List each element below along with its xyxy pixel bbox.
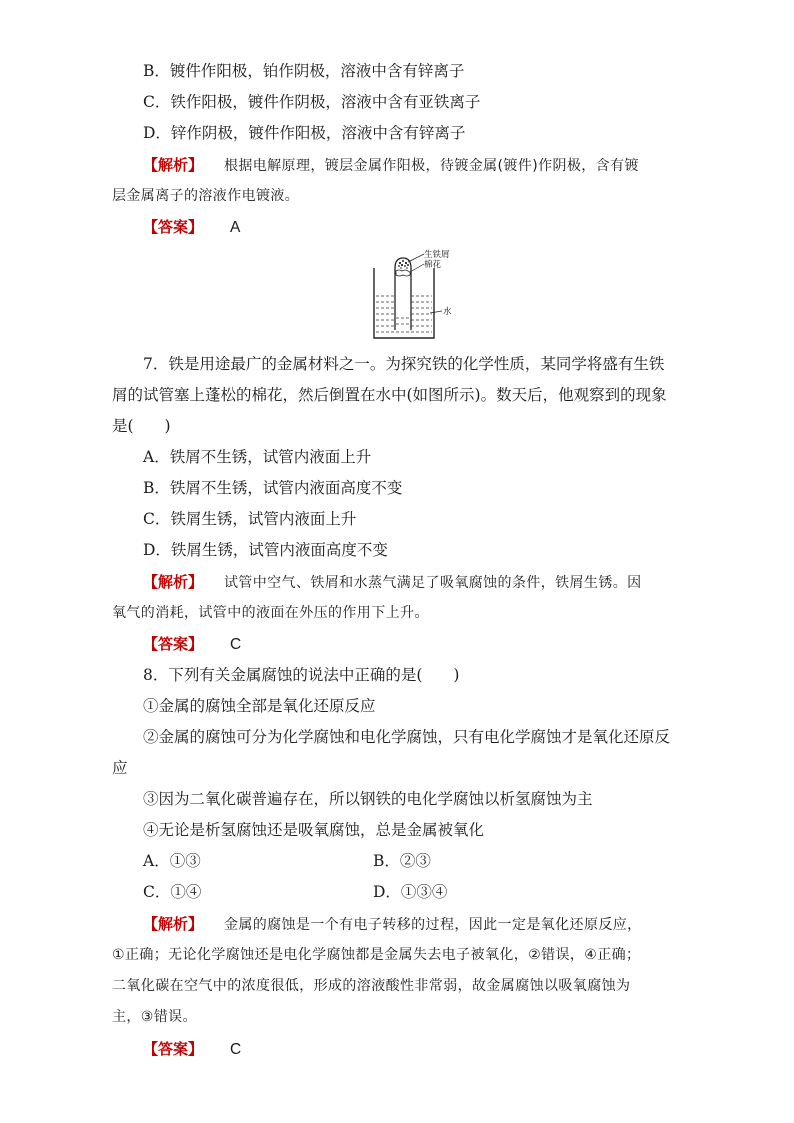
q8-option-a: A．①③ — [143, 852, 201, 870]
q7-option-b: B．铁屑不生锈，试管内液面高度不变 — [143, 479, 403, 497]
q7-analysis-line-2: 氧气的消耗，试管中的液面在外压的作用下上升。 — [112, 605, 429, 621]
q8-option-d: D．①③④ — [373, 883, 448, 901]
label-iron-filings: 生铁屑 — [424, 250, 450, 260]
answer-tag: 【答案】 — [143, 218, 204, 236]
experiment-figure — [362, 248, 462, 344]
analysis-text: 试管中空气、铁屑和水蒸气满足了吸氧腐蚀的条件，铁屑生锈。因 — [223, 575, 642, 591]
analysis-tag: 【解析】 — [143, 573, 204, 591]
q7-option-a: A．铁屑不生锈，试管内液面上升 — [143, 448, 372, 466]
q7-answer — [143, 634, 241, 655]
q8-statement-3: ③因为二氧化碳普遍存在，所以钢铁的电化学腐蚀以析氢腐蚀为主 — [143, 790, 593, 808]
q8-analysis-line-2: ①正确；无论化学腐蚀还是电化学腐蚀都是金属失去电子被氧化，②错误，④正确； — [112, 947, 641, 963]
q7-option-c: C．铁屑生锈，试管内液面上升 — [143, 510, 357, 528]
q8-statement-1: ①金属的腐蚀全部是氧化还原反应 — [143, 697, 376, 715]
q6-option-d: D．锌作阴极，镀件作阳极，溶液中含有锌离子 — [143, 124, 466, 142]
q7-analysis-line-1 — [143, 572, 642, 593]
q8-option-b: B．②③ — [373, 852, 431, 870]
answer-tag: 【答案】 — [143, 1040, 204, 1058]
q6-answer — [143, 217, 240, 238]
q6-analysis-line-1 — [143, 155, 639, 176]
analysis-tag: 【解析】 — [143, 915, 204, 933]
q8-statement-4: ④无论是析氢腐蚀还是吸氧腐蚀，总是金属被氧化 — [143, 821, 485, 839]
q7-option-d: D．铁屑生锈，试管内液面高度不变 — [143, 541, 388, 559]
q7-stem-line-3: 是( ) — [112, 417, 171, 435]
q8-analysis-line-4: 主，③错误。 — [112, 1009, 197, 1025]
q7-stem-line-2: 屑的试管塞上蓬松的棉花，然后倒置在水中(如图所示)。数天后，他观察到的现象 — [112, 386, 667, 404]
q6-option-b: B．镀件作阳极，铂作阴极，溶液中含有锌离子 — [143, 62, 465, 80]
q8-statement-2-line-1: ②金属的腐蚀可分为化学腐蚀和电化学腐蚀，只有电化学腐蚀才是氧化还原反 — [143, 728, 671, 746]
cotton — [396, 270, 410, 276]
label-water: 水 — [443, 307, 452, 317]
q8-answer — [143, 1039, 241, 1060]
analysis-tag: 【解析】 — [143, 156, 204, 174]
answer-value: A — [229, 219, 241, 236]
analysis-text: 根据电解原理，镀层金属作阳极，待镀金属(镀件)作阴极，含有镀 — [223, 158, 639, 174]
q8-stem: 8．下列有关金属腐蚀的说法中正确的是( ) — [143, 666, 460, 684]
q6-analysis-line-2: 层金属离子的溶液作电镀液。 — [112, 188, 300, 204]
q8-analysis-line-1 — [143, 914, 642, 935]
test-tube — [395, 258, 411, 330]
q6-option-c: C．铁作阳极，镀件作阴极，溶液中含有亚铁离子 — [143, 93, 481, 111]
analysis-text: 金属的腐蚀是一个有电子转移的过程，因此一定是氧化还原反应， — [223, 917, 642, 933]
label-cotton: 棉花 — [424, 260, 442, 270]
q7-stem-line-1: 7．铁是用途最广的金属材料之一。为探究铁的化学性质，某同学将盛有生铁 — [143, 355, 665, 373]
q8-analysis-line-3: 二氧化碳在空气中的浓度很低，形成的溶液酸性非常弱，故金属腐蚀以吸氧腐蚀为 — [112, 978, 631, 994]
answer-value: C — [229, 1041, 242, 1058]
answer-tag: 【答案】 — [143, 635, 204, 653]
q8-statement-2-line-2: 应 — [112, 759, 128, 777]
answer-value: C — [229, 636, 242, 653]
q8-option-c: C．①④ — [143, 883, 202, 901]
